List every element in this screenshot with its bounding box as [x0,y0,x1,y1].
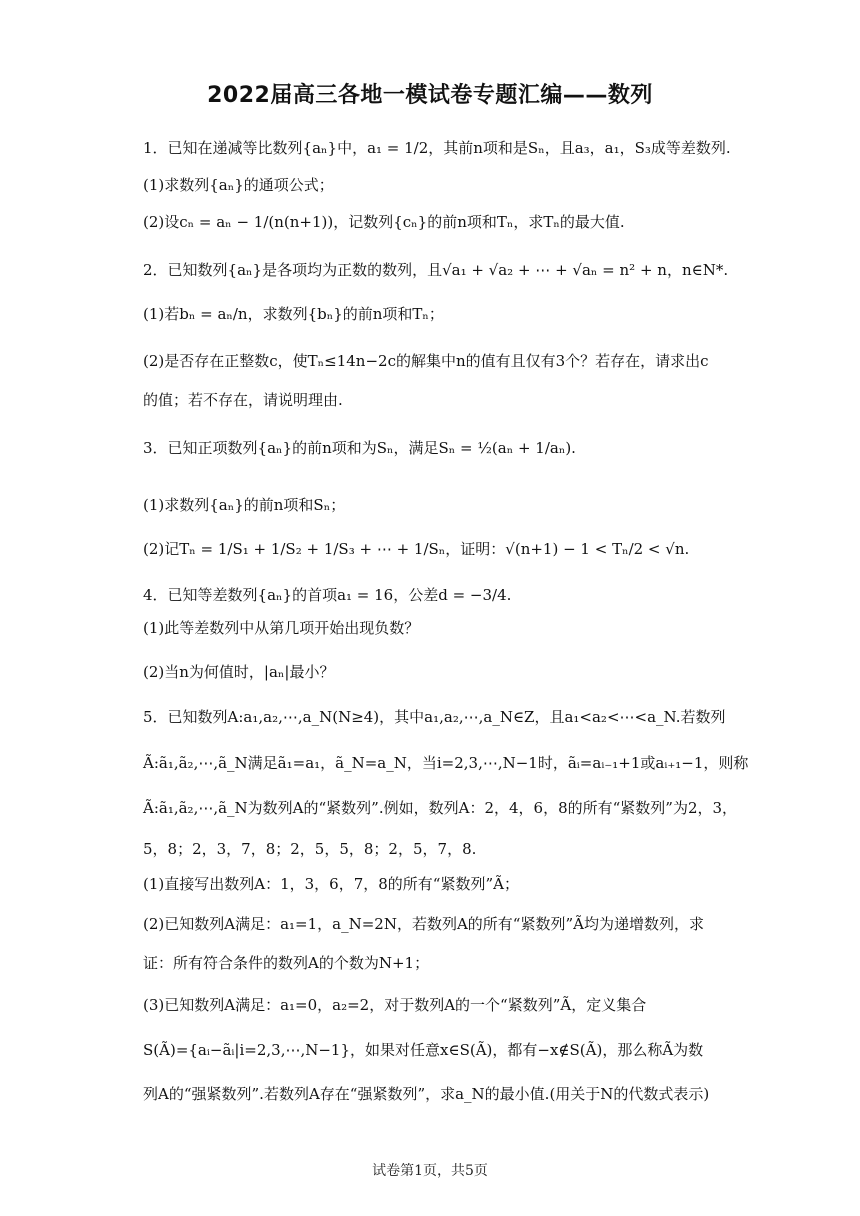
question-2-part-1: (1)若bₙ = aₙ/n，求数列{bₙ}的前n项和Tₙ； [143,305,444,323]
page-title: 2022届高三各地一模试卷专题汇编——数列 [207,83,653,108]
question-5-stem-line-4: 5，8；2，3，7，8；2，5，5，8；2，5，7，8. [143,840,477,858]
question-5-stem-line-3: Ã:ã₁,ã₂,⋯,ã_N为数列A的“紧数列”.例如，数列A：2，4，6，8的所有“紧数列”为2，3， [143,799,738,817]
question-5-part-3-line-3: 列A的“强紧数列”.若数列A存在“强紧数列”，求a_N的最小值.(用关于N的代数式表示) [143,1085,710,1103]
question-2-stem: 2．已知数列{aₙ}是各项均为正数的数列，且√a₁ + √a₂ + ⋯ + √aₙ = n² + n，n∈N*. [143,261,729,279]
question-1-part-1: (1)求数列{aₙ}的通项公式； [143,176,334,194]
question-4-stem: 4．已知等差数列{aₙ}的首项a₁ = 16，公差d = −3/4. [143,586,512,604]
question-5-part-2-line-1: (2)已知数列A满足：a₁=1，a_N=2N，若数列A的所有“紧数列”Ã均为递增数列，求 [143,915,704,933]
question-5-stem-line-1: 5．已知数列A:a₁,a₂,⋯,a_N(N≥4)，其中a₁,a₂,⋯,a_N∈Z，且a₁<a₂<⋯<a_N.若数列 [143,708,726,726]
question-5-part-3-line-2: S(Ã)={aᵢ−ãᵢ|i=2,3,⋯,N−1}，如果对任意x∈S(Ã)，都有−x∉S(Ã)，那么称Ã为数 [143,1041,704,1059]
question-4-part-2: (2)当n为何值时，|aₙ|最小？ [143,663,335,681]
question-5-part-3-line-1: (3)已知数列A满足：a₁=0，a₂=2，对于数列A的一个“紧数列”Ã，定义集合 [143,996,647,1014]
question-3-stem: 3．已知正项数列{aₙ}的前n项和为Sₙ，满足Sₙ = ½(aₙ + 1/aₙ). [143,439,576,457]
question-5-stem-line-2: Ã:ã₁,ã₂,⋯,ã_N满足ã₁=a₁，ã_N=a_N，当i=2,3,⋯,N−1时，ãᵢ=aᵢ₋₁+1或aᵢ₊₁−1，则称 [143,754,749,772]
page-footer: 试卷第1页，共5页 [372,1163,488,1179]
question-5-part-1: (1)直接写出数列A：1，3，6，7，8的所有“紧数列”Ã； [143,875,519,893]
question-4-part-1: (1)此等差数列中从第几项开始出现负数？ [143,619,420,637]
question-1-stem: 1．已知在递减等比数列{aₙ}中，a₁ = 1/2，其前n项和是Sₙ，且a₃，a₁，S₃成等差数列. [143,139,731,157]
question-2-part-2-line-1: (2)是否存在正整数c，使Tₙ≤14n−2c的解集中n的值有且仅有3个？若存在，请求出c [143,352,709,370]
question-3-part-2: (2)记Tₙ = 1/S₁ + 1/S₂ + 1/S₃ + ⋯ + 1/Sₙ，证明：√(n+1) − 1 < Tₙ/2 < √n. [143,540,690,558]
question-5-part-2-line-2: 证：所有符合条件的数列A的个数为N+1； [143,954,430,972]
question-1-part-2: (2)设cₙ = aₙ − 1/(n(n+1))，记数列{cₙ}的前n项和Tₙ，求Tₙ的最大值. [143,213,625,231]
question-3-part-1: (1)求数列{aₙ}的前n项和Sₙ； [143,496,346,514]
question-2-part-2-line-2: 的值；若不存在，请说明理由. [143,391,343,409]
